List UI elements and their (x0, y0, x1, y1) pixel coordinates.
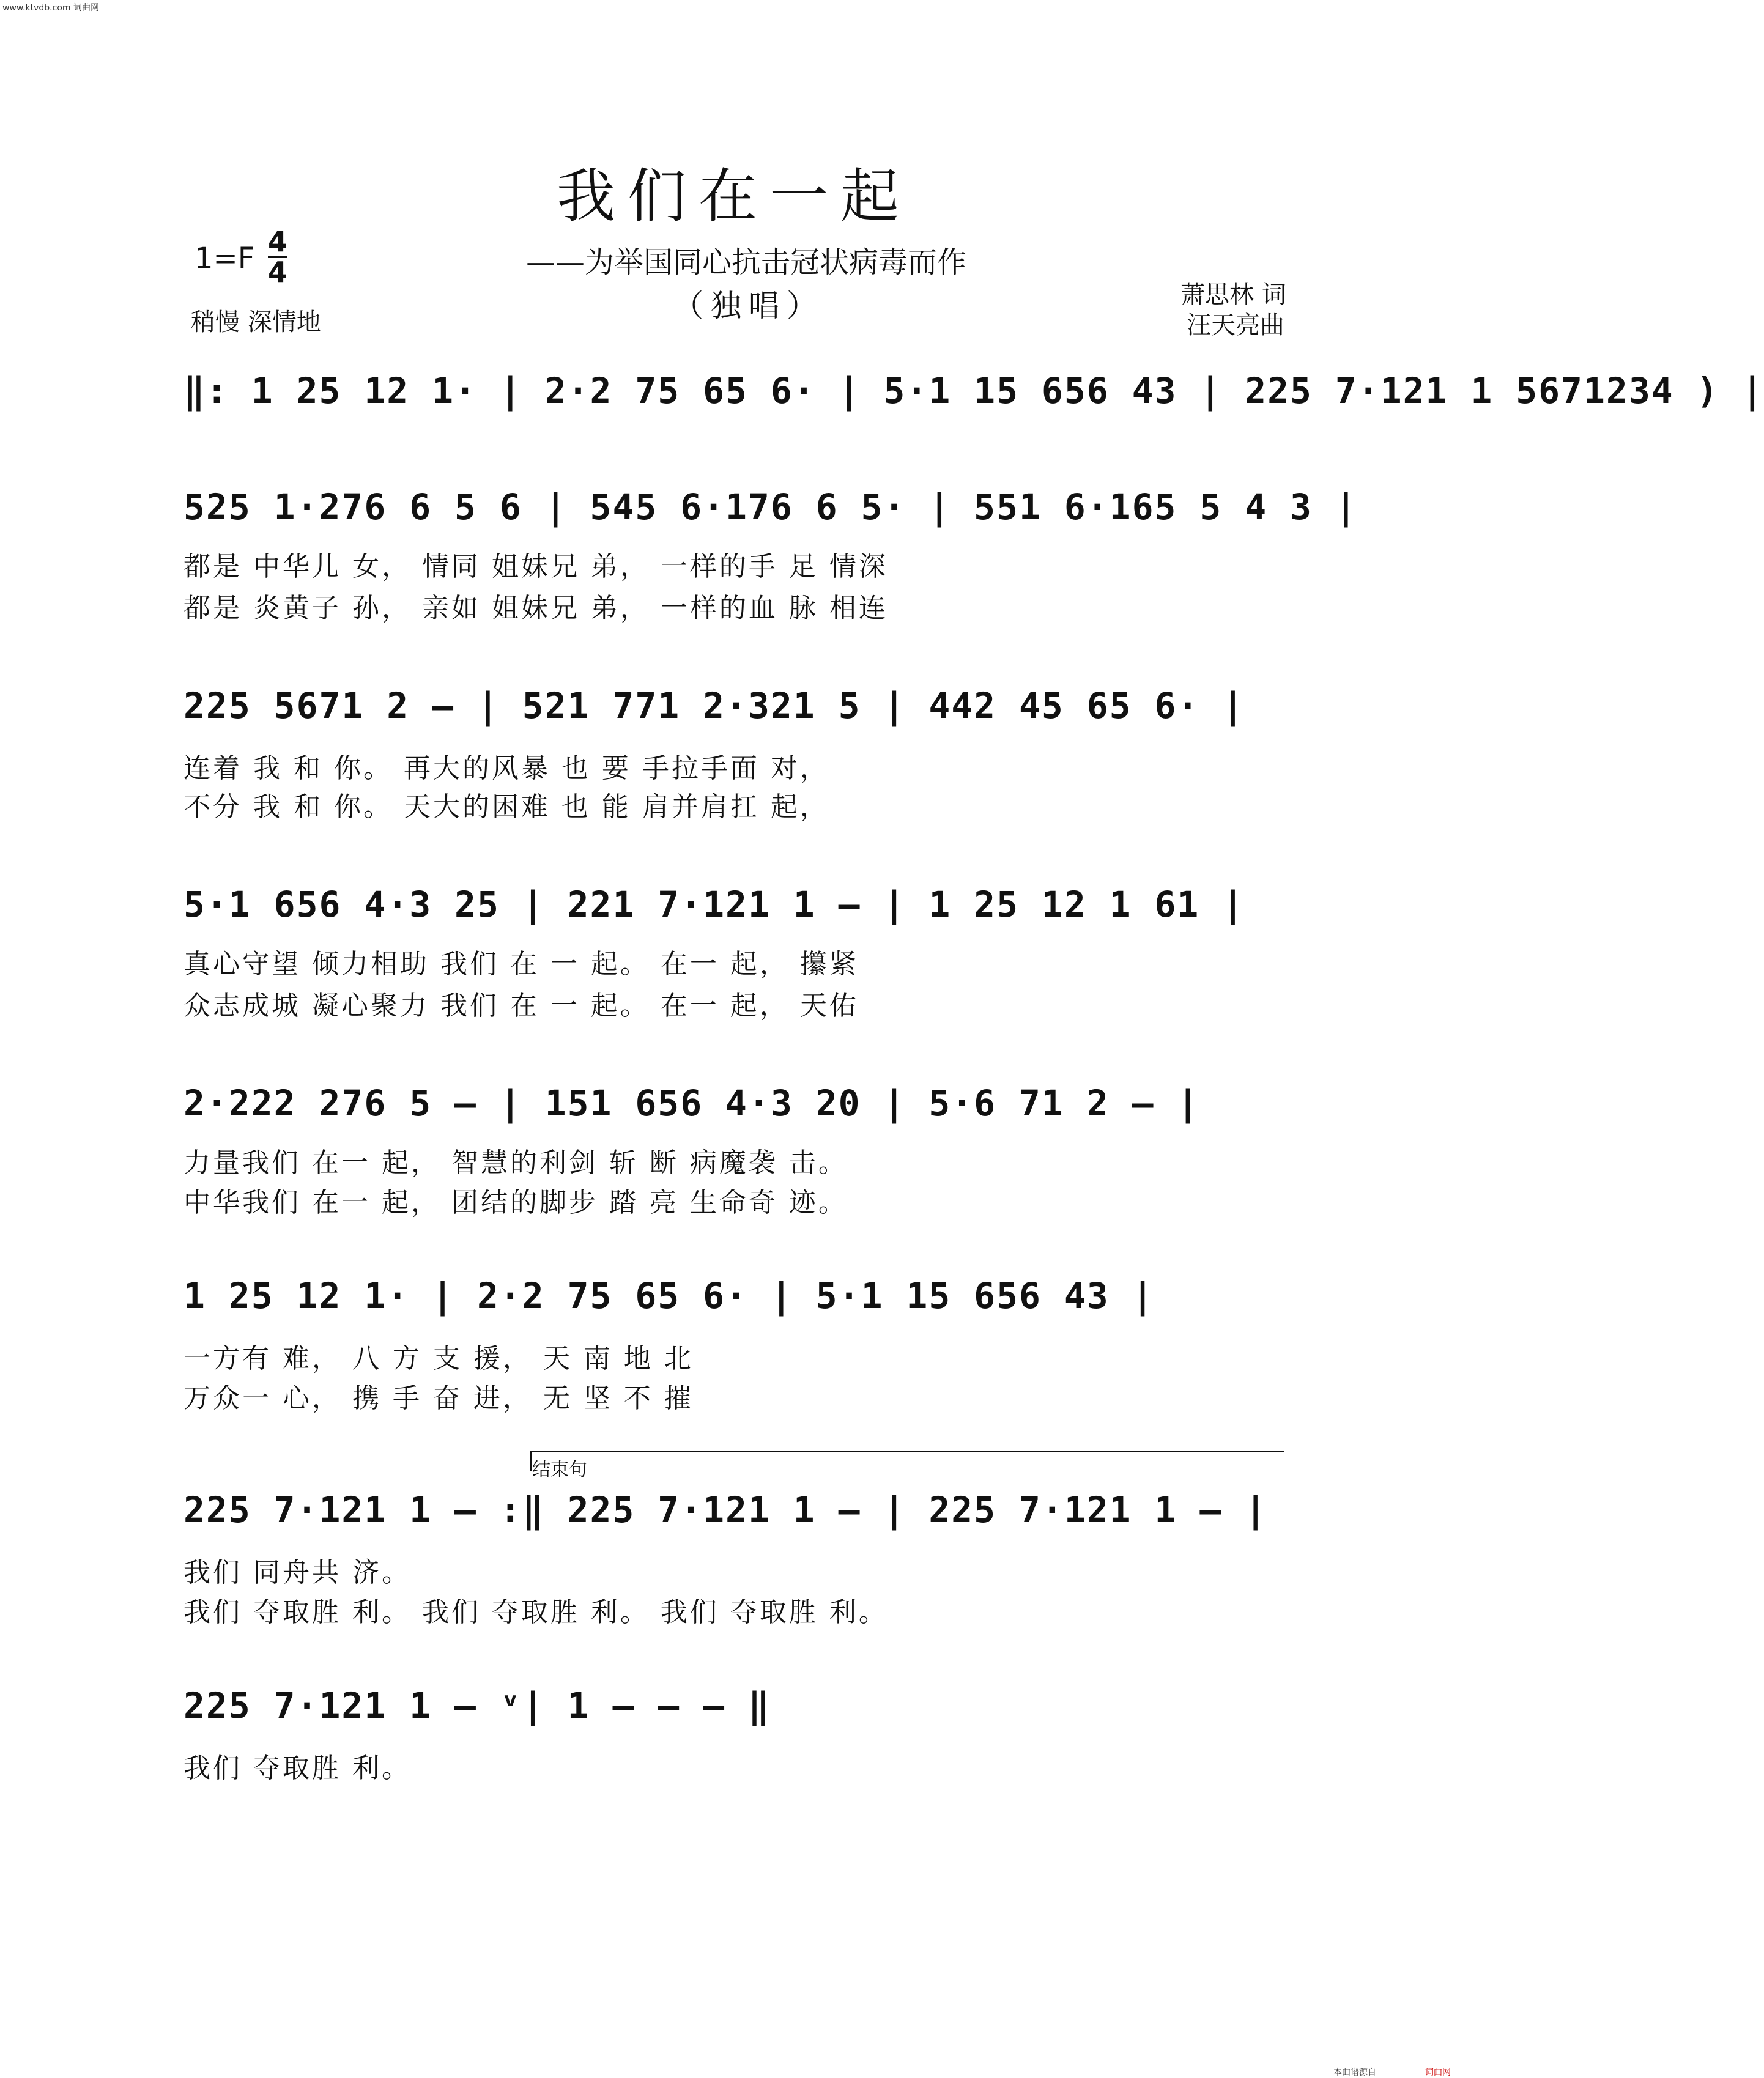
score-row-4-lyric-2: 众志成城 凝心聚力 我们 在 一 起。 在一 起， 天佑 (183, 990, 859, 1021)
score-row-6-lyric-2: 万众一 心， 携 手 奋 进， 无 坚 不 摧 (183, 1383, 694, 1414)
score-row-3-lyric-2: 不分 我 和 你。 天大的困难 也 能 肩并肩扛 起， (183, 791, 829, 823)
header-watermark: www.ktvdb.com 词曲网 (2, 3, 99, 13)
score-row-5-lyric-1: 力量我们 在一 起， 智慧的利剑 斩 断 病魔袭 击。 (183, 1147, 848, 1178)
score-row-8-notes: 225 7·121 1 – ᵛ| 1 – – – ‖ (183, 1685, 771, 1726)
performance-form: （独唱） (673, 288, 825, 324)
song-title: 我们在一起 (557, 162, 911, 231)
score-row-2-lyric-2: 都是 炎黄子 孙， 亲如 姐妹兄 弟， 一样的血 脉 相连 (183, 593, 888, 624)
score-row-2-lyric-1: 都是 中华儿 女， 情同 姐妹兄 弟， 一样的手 足 情深 (183, 551, 888, 582)
score-row-6-notes: 1 25 12 1· | 2·2 75 65 6· | 5·1 15 656 43 | (183, 1275, 1155, 1317)
ending-section-label: 结束句 (532, 1459, 587, 1481)
score-row-8-lyric-1: 我们 夺取胜 利。 (183, 1753, 411, 1784)
song-subtitle: ——为举国同心抗击冠状病毒而作 (526, 245, 967, 279)
score-row-3-lyric-1: 连着 我 和 你。 再大的风暴 也 要 手拉手面 对， (183, 753, 829, 784)
score-row-5-lyric-2: 中华我们 在一 起， 团结的脚步 踏 亮 生命奇 迹。 (183, 1187, 848, 1218)
score-row-4-notes: 5·1 656 4·3 25 | 221 7·121 1 – | 1 25 12 1 61 | (183, 884, 1245, 925)
score-row-2-notes: 525 1·276 6 5 6 | 545 6·176 6 5· | 551 6·165 5 4 3 | (183, 486, 1358, 528)
tempo-marking: 稍慢 深情地 (191, 308, 321, 336)
key-signature: 1=F (195, 242, 255, 276)
ending-bracket-tick (530, 1451, 532, 1471)
time-signature-bottom: 4 (268, 256, 288, 289)
composer-credit: 汪天亮曲 (1187, 311, 1284, 339)
footer-site: 词曲网 (1425, 2068, 1451, 2077)
footer-source: 本曲谱源自 (1333, 2068, 1376, 2077)
score-row-7-lyric-2: 我们 夺取胜 利。 我们 夺取胜 利。 我们 夺取胜 利。 (183, 1597, 888, 1628)
score-row-7-lyric-1: 我们 同舟共 济。 (183, 1557, 411, 1588)
time-signature (268, 225, 288, 289)
score-row-1-notes: ‖: 1 25 12 1· | 2·2 75 65 6· | 5·1 15 656 43 | 225 7·121 1 5671234 ) | (183, 370, 1764, 412)
ending-bracket-line (530, 1451, 1284, 1452)
score-row-3-notes: 225 5671 2 – | 521 771 2·321 5 | 442 45 65 6· | (183, 685, 1245, 727)
time-signature-top: 4 (268, 225, 288, 258)
score-row-5-notes: 2·222 276 5 – | 151 656 4·3 20 | 5·6 71 2 – | (183, 1082, 1200, 1124)
lyricist-credit: 萧思林 词 (1180, 281, 1286, 309)
score-row-6-lyric-1: 一方有 难， 八 方 支 援， 天 南 地 北 (183, 1343, 694, 1374)
score-row-7-notes: 225 7·121 1 – :‖ 225 7·121 1 – | 225 7·121 1 – | (183, 1489, 1268, 1531)
score-row-4-lyric-1: 真心守望 倾力相助 我们 在 一 起。 在一 起， 攥紧 (183, 948, 859, 980)
